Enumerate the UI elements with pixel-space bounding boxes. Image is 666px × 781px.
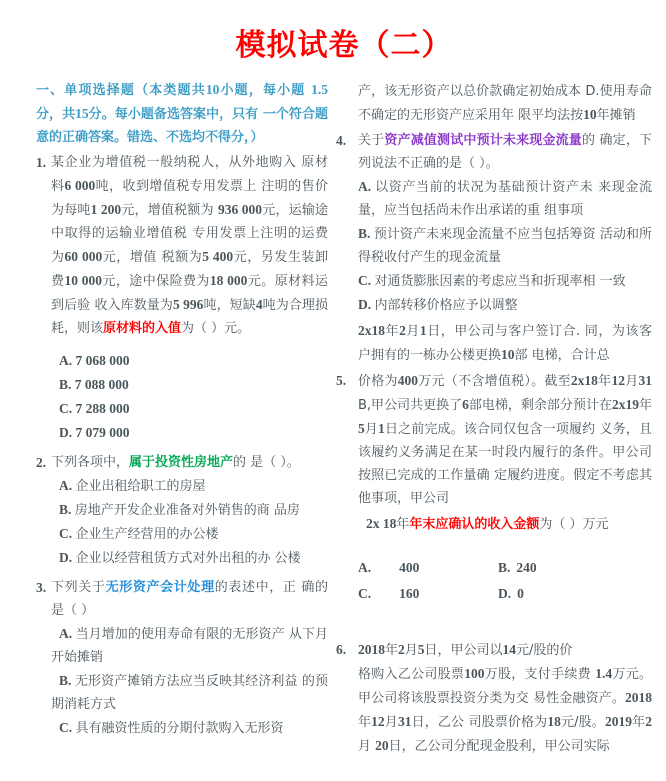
option-text: 当月增加的使用寿命有限的无形资产 从下月开始摊销 (51, 627, 329, 665)
question-number: 2. (36, 455, 47, 470)
option-C (358, 269, 652, 293)
text-segment: 2x18年2月1日，甲公司与客户签订合. 同，为该客户拥有的一栋办公楼更换10部 电梯，合计总 (358, 323, 652, 363)
text-segment: 为（ ）元。 (181, 321, 251, 336)
page-title: 模拟试卷（二） (235, 28, 453, 63)
numeric-value: 2x19 (611, 397, 639, 412)
option-B (51, 373, 328, 397)
option-label: A. (59, 626, 76, 641)
option-text: 内部转移价格应予以调整 (374, 298, 518, 313)
paragraph (358, 512, 652, 536)
question-4 (336, 129, 652, 317)
option-text (76, 402, 130, 417)
option-text: 预计资产未来现金流量不应当包括筹资 活动和所得税收付产生的现金流量 (358, 227, 652, 265)
numeric-value: 240 (516, 560, 537, 575)
option-value (399, 587, 419, 602)
text-segment: 格购入乙公司股票100万股，支付手续费 1.4万元。甲公司将该股票投资分类为交 易性金融资产。2018年12月31日，乙公 司股票价格为18元/股。2019年2月 20日，乙公司分配现金股利，甲公司实际 (358, 666, 652, 754)
numeric-value: 10 (501, 347, 515, 362)
option-D (51, 546, 328, 570)
numeric-value: 1 200 (90, 202, 122, 217)
numeric-value: 2 (398, 642, 405, 657)
option-value (399, 561, 419, 576)
text-segment: 2x 18年 (366, 516, 410, 532)
option-B (51, 498, 328, 522)
numeric-value: 2 (399, 323, 406, 338)
section-header-text (36, 78, 328, 149)
option-label: D. (59, 550, 76, 565)
paragraph (358, 319, 652, 367)
question-text (366, 512, 652, 536)
numeric-value: 400 (399, 560, 420, 575)
text-segment: 价格为400万元（不含增值税）。截至2x18年12月31 B,甲公司共更换了6部电梯，剩余部分预计在2x19年 5月1日之前完成。该合同仅包含一项履约 义务，且该履约义务满足在某一时段内履行的条件。甲公司按照已完成的工作量确 定履约进度。假定不考虑其他事项，甲公司 (358, 373, 652, 506)
numeric-value: 1 (419, 323, 427, 338)
two-column-layout (36, 78, 652, 758)
numeric-value: 60 000 (64, 249, 103, 264)
option-B (51, 669, 328, 716)
option-text: 企业出租给职工的房屋 (75, 479, 206, 494)
option-label: A. (59, 478, 76, 493)
option-A (51, 622, 328, 669)
question-text (358, 638, 652, 758)
numeric-value: 10 000 (64, 273, 102, 288)
option-text: 以资产当前的状况为基础预计资产未 来现金流量，应当包括尚未作出承诺的重 组事项 (358, 180, 652, 218)
option-D (51, 421, 328, 445)
numeric-value: 5 400 (202, 249, 234, 264)
options-list (358, 175, 652, 317)
numeric-value: 15 (75, 106, 89, 121)
text-segment: 为（ ）万元 (539, 517, 609, 532)
keyword-red: 原材料的入值 (103, 321, 182, 336)
text-segment: 2018年2月5日，甲公司以14元/股的价 (358, 642, 573, 658)
question-number: 5. (336, 373, 347, 388)
question-text (51, 151, 328, 340)
numeric-value: 7 068 000 (75, 353, 130, 368)
option-text (76, 426, 130, 441)
options-grid (358, 556, 652, 606)
option-text: 具有融资性质的分期付款购入无形资 (75, 721, 284, 736)
right-column (336, 78, 652, 758)
question-text (358, 369, 652, 510)
question-number: 1. (36, 155, 47, 170)
option-text (75, 378, 129, 393)
option-label: C. (59, 526, 76, 541)
numeric-value: 1 (378, 421, 385, 436)
numeric-value: 5 (417, 642, 425, 657)
numeric-value: 0 (517, 586, 524, 601)
text-segment: 的 是（ ）。 (233, 455, 300, 470)
numeric-value: 31 (397, 714, 412, 729)
text-segment: 关于 (358, 133, 385, 148)
numeric-value: 7 288 000 (75, 401, 130, 416)
numeric-value: 31 (638, 373, 652, 388)
numeric-value: 6 (462, 397, 469, 412)
option-B (498, 556, 652, 580)
numeric-value: 18 (547, 714, 561, 729)
question-number: 4. (336, 133, 347, 148)
numeric-value: 7 088 000 (74, 377, 129, 392)
numeric-value: 100 (464, 666, 485, 681)
option-label: C. (358, 273, 375, 288)
option-text: 房地产开发企业准备对外销售的商 品房 (74, 503, 300, 518)
option-label: C. (59, 401, 76, 416)
keyword-green: 属于投资性房地产 (129, 455, 234, 470)
question-1 (36, 151, 328, 445)
option-label: B. (59, 377, 75, 392)
option-label: C. (59, 720, 76, 735)
option-text: 企业生产经营用的办公楼 (75, 527, 219, 542)
option-D (498, 582, 652, 606)
numeric-value: 2019 (604, 714, 632, 729)
keyword-red: 年末应确认的收入金额 (409, 517, 540, 532)
numeric-value: 2x18 (570, 373, 598, 388)
question-text (51, 451, 328, 474)
numeric-value: 2018 (358, 642, 385, 657)
option-text: 对通货膨胀因素的考虑应当和折现率相 一致 (374, 274, 626, 289)
options-list (51, 349, 328, 445)
numeric-value: 2 (645, 714, 652, 729)
text-segment: 下列关于 (51, 580, 106, 595)
question-text (358, 319, 652, 367)
numeric-value: 2018 (625, 690, 652, 705)
numeric-value: 936 000 (217, 202, 263, 217)
option-label: D. (59, 425, 76, 440)
option-A (358, 175, 652, 222)
option-B (358, 222, 652, 269)
text-segment: 一、单项选择题（本类题共10小题，每小题 1.5分，共15分。每小题备选答案中，只有 一个符合题意的正确答案。错选、不选均不得分，） (36, 82, 328, 145)
option-label: A. (358, 560, 372, 575)
left-column (36, 78, 328, 758)
question-2 (36, 451, 328, 570)
numeric-value: 1.4 (595, 666, 613, 681)
question-5 (336, 369, 652, 510)
numeric-value: 7 079 000 (75, 425, 130, 440)
numeric-value: 18 000 (209, 273, 248, 288)
question-number: 6. (336, 642, 347, 657)
numeric-value: 160 (399, 586, 420, 601)
options-list (51, 474, 328, 570)
option-C (51, 716, 328, 740)
option-C (51, 522, 328, 546)
paragraph (358, 80, 652, 127)
numeric-value: 2x18 (358, 323, 385, 338)
text-segment: 的 确定，下列说法不正确的是（ ）。 (358, 133, 652, 171)
option-label: D. (498, 586, 512, 601)
question-3 (36, 576, 328, 740)
numeric-value: 4 (255, 297, 263, 312)
numeric-value: 10 (583, 107, 597, 122)
option-label: B. (498, 560, 511, 575)
option-label: B. (358, 226, 374, 241)
question-number: 3. (36, 580, 47, 595)
text-segment: 的表述中，正 确的是（ ） (51, 580, 328, 618)
numeric-value: 2x 18 (366, 516, 397, 531)
option-value (516, 561, 536, 576)
option-C (358, 582, 498, 606)
option-label: A. (59, 353, 76, 368)
option-text: 无形资产摊销方法应当反映其经济利益 的预期消耗方式 (51, 674, 328, 712)
numeric-value: 5 996 (172, 297, 204, 312)
option-label: A. (358, 179, 376, 194)
options-list (51, 622, 328, 740)
option-label: D. (358, 297, 375, 312)
numeric-value: 12 (611, 373, 625, 388)
option-label: C. (358, 586, 372, 601)
option-label: B. (59, 673, 75, 688)
numeric-value: 14 (502, 642, 517, 657)
option-label: B. (59, 502, 75, 517)
question-text (358, 80, 652, 127)
question-6 (336, 638, 652, 758)
numeric-value: 400 (397, 373, 419, 388)
section-header (36, 78, 328, 149)
option-A (51, 349, 328, 373)
option-text (76, 354, 130, 369)
text-segment: 下列各项中， (51, 455, 130, 470)
text-segment: 产，该无形资产以总价款确定初始成本 D.使用寿命不确定的无形资产应采用年 限平均法按10年摊销 (358, 84, 652, 123)
question-text (51, 576, 328, 622)
option-value (517, 587, 524, 602)
options-grid-block (358, 556, 652, 606)
text-segment: 某企业为增值税一般纳税人，从外地购入 原材料6 000吨，收到增值税专用发票上 注明的售价为每吨1 200元，增值税额为 936 000元，运输途中取得的运输业增值税 专用发票上注明的运费为60 000元，增值 税额为5 400元，另发生装卸费10 000元，途中保险费为18 000元。原材料运到后验 收入库数量为5 996吨，短缺4吨为合理损耗，则该 (51, 155, 329, 336)
numeric-value: 12 (371, 714, 385, 729)
numeric-value: 1.5 (311, 82, 328, 97)
option-D (358, 293, 652, 317)
numeric-value: 10 (205, 82, 220, 97)
option-C (51, 397, 328, 421)
question-text (358, 129, 652, 175)
option-A (51, 474, 328, 498)
option-A (358, 556, 498, 580)
numeric-value: 5 (358, 421, 365, 436)
keyword-purple: 资产减值测试中预计未来现金流量 (384, 133, 582, 148)
numeric-value: 6 000 (64, 178, 96, 193)
numeric-value: 20 (375, 738, 389, 753)
option-text: 企业以经营租赁方式对外出租的办 公楼 (75, 551, 301, 566)
keyword-blue: 无形资产会计处理 (105, 580, 215, 595)
